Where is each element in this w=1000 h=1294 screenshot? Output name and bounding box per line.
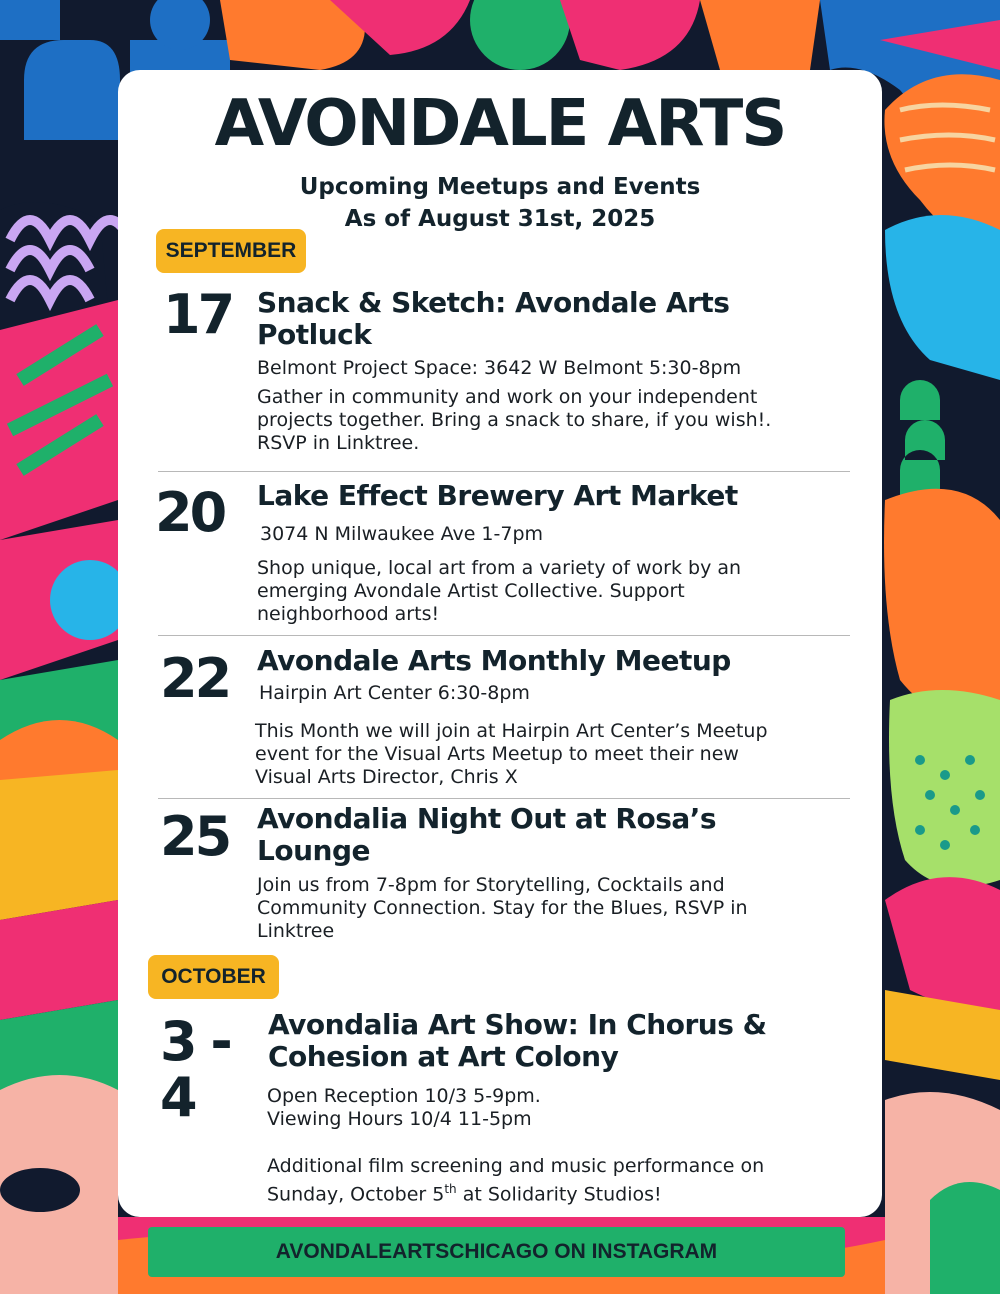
event-day: 20 [155,481,225,544]
event-location: Viewing Hours 10/4 11-5pm [267,1108,532,1130]
event-description: Shop unique, local art from a variety of work by an [257,557,742,579]
divider [158,471,850,472]
event-title: Avondalia Night Out at Rosa’s [257,802,717,835]
event-description: neighborhood arts! [257,603,440,625]
event-description: projects together. Bring a snack to share, if you wish!. [257,409,772,431]
event-description: Community Connection. Stay for the Blues, RSVP in [257,897,748,919]
event-day: 25 [160,805,230,868]
event-day: 22 [160,647,230,710]
event-description [267,1178,662,1206]
event-description: emerging Avondale Artist Collective. Support [257,580,685,602]
event-day: 4 [160,1066,195,1129]
subtitle: Upcoming Meetups and Events [299,174,701,200]
event-description: Linktree [257,920,335,942]
desc-part: at Solidarity Studios! [456,1183,662,1206]
event-description: event for the Visual Arts Meetup to meet their new [255,743,739,765]
event-description: Additional film screening and music performance on [267,1155,765,1177]
event-title: Potluck [257,318,372,351]
page-title: AVONDALE ARTS [214,87,786,161]
event-title: Avondalia Art Show: In Chorus & [268,1008,767,1041]
ordinal-suffix: th [444,1182,457,1196]
event-description: Join us from 7-8pm for Storytelling, Cocktails and [257,874,725,896]
event-location: 3074 N Milwaukee Ave 1-7pm [260,523,544,545]
as-of-date: As of August 31st, 2025 [344,206,656,232]
event-description: This Month we will join at Hairpin Art Center’s Meetup [255,720,768,742]
divider [158,798,850,799]
event-day: 3 - [160,1010,230,1073]
instagram-footer-bar: AVONDALEARTSCHICAGO ON INSTAGRAM [148,1227,845,1277]
event-title: Lake Effect Brewery Art Market [257,479,738,512]
month-badge-october: OCTOBER [148,955,279,999]
desc-part: Sunday, October 5 [267,1183,445,1206]
event-description: Visual Arts Director, Chris X [255,766,518,788]
event-location: Open Reception 10/3 5-9pm. [267,1085,541,1107]
event-title: Avondale Arts Monthly Meetup [257,644,731,677]
event-title: Cohesion at Art Colony [268,1040,619,1073]
event-title: Snack & Sketch: Avondale Arts [257,286,730,319]
month-badge-september: SEPTEMBER [156,229,306,273]
event-description: RSVP in Linktree. [257,432,420,454]
event-location: Hairpin Art Center 6:30-8pm [259,682,530,704]
event-day: 17 [163,283,233,346]
event-location: Belmont Project Space: 3642 W Belmont 5:30-8pm [257,357,742,379]
divider [158,635,850,636]
event-description: Gather in community and work on your independent [257,386,758,408]
event-title: Lounge [257,834,370,867]
